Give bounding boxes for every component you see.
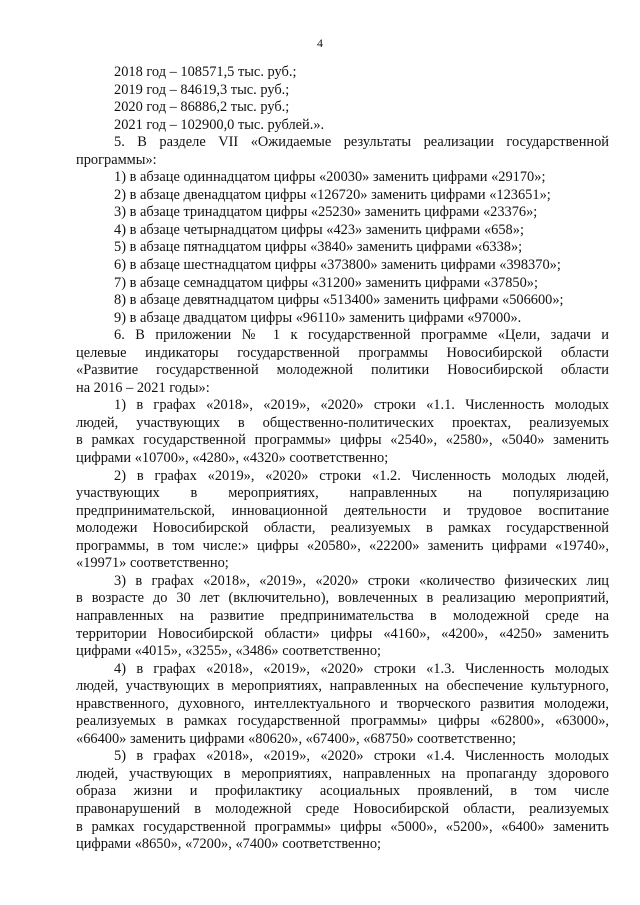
text-line: образа жизни и профилактику асоциальных проявлений, в том числе	[76, 783, 609, 800]
text-line: цифрами «8650», «7200», «7400» соответственно;	[76, 836, 382, 853]
text-line: на 2016 – 2021 годы»:	[76, 379, 210, 396]
text-line: 1) в абзаце одиннадцатом цифры «20030» заменить цифрами «29170»;	[114, 169, 546, 186]
text-line: 4) в абзаце четырнадцатом цифры «423» заменить цифрами «658»;	[114, 221, 524, 238]
text-line: 5) в абзаце пятнадцатом цифры «3840» заменить цифрами «6338»;	[114, 239, 523, 256]
text-line: «66400» заменить цифрами «80620», «67400», «68750» соответственно;	[76, 730, 516, 747]
text-line: молодежи Новосибирской области, реализуемых в рамках государственной	[76, 520, 609, 537]
text-line: 3) в абзаце тринадцатом цифры «25230» заменить цифрами «23376»;	[114, 204, 538, 221]
text-line: направленных на развитие предпринимательства в молодежной среде на	[76, 607, 609, 624]
text-line: людей, участвующих в мероприятиях, направленных на пропаганду здорового	[76, 765, 609, 782]
text-line: правонарушений в молодежной среде Новосибирской области, реализуемых	[76, 800, 609, 817]
text-line: предпринимательской, инновационной деятельности и трудовое воспитание	[76, 502, 609, 519]
text-line: 2021 год – 102900,0 тыс. рублей.».	[114, 116, 325, 133]
text-line: 5) в графах «2018», «2019», «2020» строки «1.4. Численность молодых	[114, 748, 609, 765]
text-line: 3) в графах «2018», «2019», «2020» строки «количество физических лиц	[114, 572, 609, 589]
text-line: участвующих в мероприятиях, направленных на популяризацию	[76, 485, 609, 502]
text-line: 2018 год – 108571,5 тыс. руб.;	[114, 64, 297, 80]
text-line: 7) в абзаце семнадцатом цифры «31200» заменить цифрами «37850»;	[114, 274, 539, 291]
document-body	[76, 64, 609, 854]
text-line: 2) в графах «2019», «2020» строки «1.2. Численность молодых людей,	[114, 467, 609, 484]
text-line: 8) в абзаце девятнадцатом цифры «513400» заменить цифрами «506600»;	[114, 292, 564, 309]
text-line: 2) в абзаце двенадцатом цифры «126720» заменить цифрами «123651»;	[114, 186, 551, 203]
text-line: нравственного, духовного, интеллектуального и творческого развития молодежи,	[76, 695, 609, 712]
text-line: «19971» соответственно;	[76, 555, 229, 572]
text-line: программы»:	[76, 151, 157, 168]
text-line: целевые индикаторы государственной программы Новосибирской области	[76, 344, 609, 361]
text-line: людей, участвующих в общественно-политических проектах, реализуемых	[76, 414, 609, 431]
page-number: 4	[317, 36, 323, 50]
text-line: 5. В разделе VII «Ожидаемые результаты реализации государственной	[114, 134, 609, 151]
text-line: в рамках государственной программы» цифры «5000», «5200», «6400» заменить	[76, 818, 609, 835]
text-line: 9) в абзаце двадцатом цифры «96110» заменить цифрами «97000».	[114, 309, 522, 326]
text-line: программы, в том числе:» цифры «20580», «22200» заменить цифрами «19740»,	[76, 537, 609, 554]
text-line: реализуемых в рамках государственной программы» цифры «62800», «63000»,	[76, 713, 609, 730]
text-line: 4) в графах «2018», «2019», «2020» строки «1.3. Численность молодых	[114, 660, 609, 677]
text-line: цифрами «10700», «4280», «4320» соответственно;	[76, 450, 389, 467]
text-line: в возрасте до 30 лет (включительно), вовлеченных в реализацию мероприятий,	[76, 590, 609, 607]
text-line: людей, участвующих в мероприятиях, направленных на обеспечение культурного,	[76, 678, 609, 695]
text-line: 6) в абзаце шестнадцатом цифры «373800» заменить цифрами «398370»;	[114, 257, 561, 274]
text-line: 2020 год – 86886,2 тыс. руб.;	[114, 99, 290, 116]
text-line: в рамках государственной программы» цифры «2540», «2580», «5040» заменить	[76, 432, 609, 449]
text-line: 6. В приложении № 1 к государственной программе «Цели, задачи и	[114, 327, 609, 344]
text-line: цифрами «4015», «3255», «3486» соответственно;	[76, 643, 382, 660]
text-line: 1) в графах «2018», «2019», «2020» строки «1.1. Численность молодых	[114, 397, 609, 414]
text-line: «Развитие государственной молодежной политики Новосибирской области	[76, 362, 609, 379]
text-line: 2019 год – 84619,3 тыс. руб.;	[114, 81, 290, 98]
text-line: территории Новосибирской области» цифры «4160», «4200», «4250» заменить	[76, 625, 609, 642]
